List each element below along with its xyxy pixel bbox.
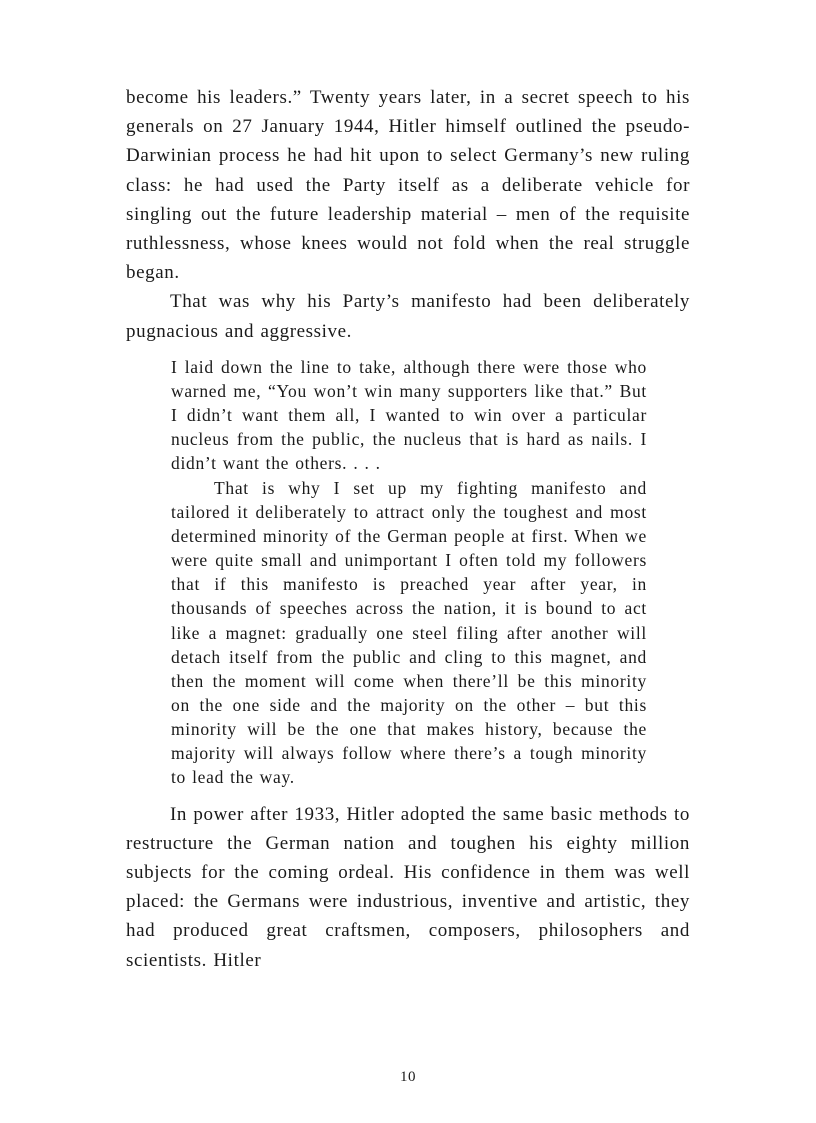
- paragraph-in-power: In power after 1933, Hitler adopted the same basic methods to restructure the German nation and toughen his eighty million subjects for the coming ordeal. His confidence in them was well placed: the Germans were industrious, inventive and artistic, they had produced great craftsmen, composers, philosophers and scientists. Hitler: [126, 803, 690, 971]
- quote-paragraph-2: That is why I set up my fighting manifesto and tailored it deliberately to attract only the toughest and most determined minority of the German people at first. When we were quite small and unimportant I often told my followers that if this manifesto is preached year after year, in thousands of speeches across the nation, it is bound to act like a magnet: gradually one steel filing after another will detach itself from the public and cling to this magnet, and then the moment will come when there’ll be this minority on the one side and the majority on the other – but this minority will be the one that makes history, because the majority will always follow where there’s a tough minority to lead the way.: [171, 477, 647, 788]
- quote-paragraph-1: I laid down the line to take, although there were those who warned me, “You won’t win many supporters like that.” But I didn’t want them all, I wanted to win over a particular nucleus from the public, the nucleus that is hard as nails. I didn’t want the others. . . .: [171, 356, 647, 474]
- page-body: [126, 83, 690, 975]
- block-quote: [171, 355, 647, 790]
- page-number: 10: [400, 1069, 416, 1085]
- paragraph-manifesto-intro: That was why his Party’s manifesto had been deliberately pugnacious and aggressive.: [126, 291, 690, 342]
- paragraph-continued: become his leaders.” Twenty years later, in a secret speech to his generals on 27 January 1944, Hitler himself outlined the pseudo-Darwinian process he had hit upon to select Germany’s new ruling class: he had used the Party itself as a deliberate vehicle for singling out the future leadership material – men of the requisite ruthlessness, whose knees would not fold when the real struggle began.: [126, 87, 690, 284]
